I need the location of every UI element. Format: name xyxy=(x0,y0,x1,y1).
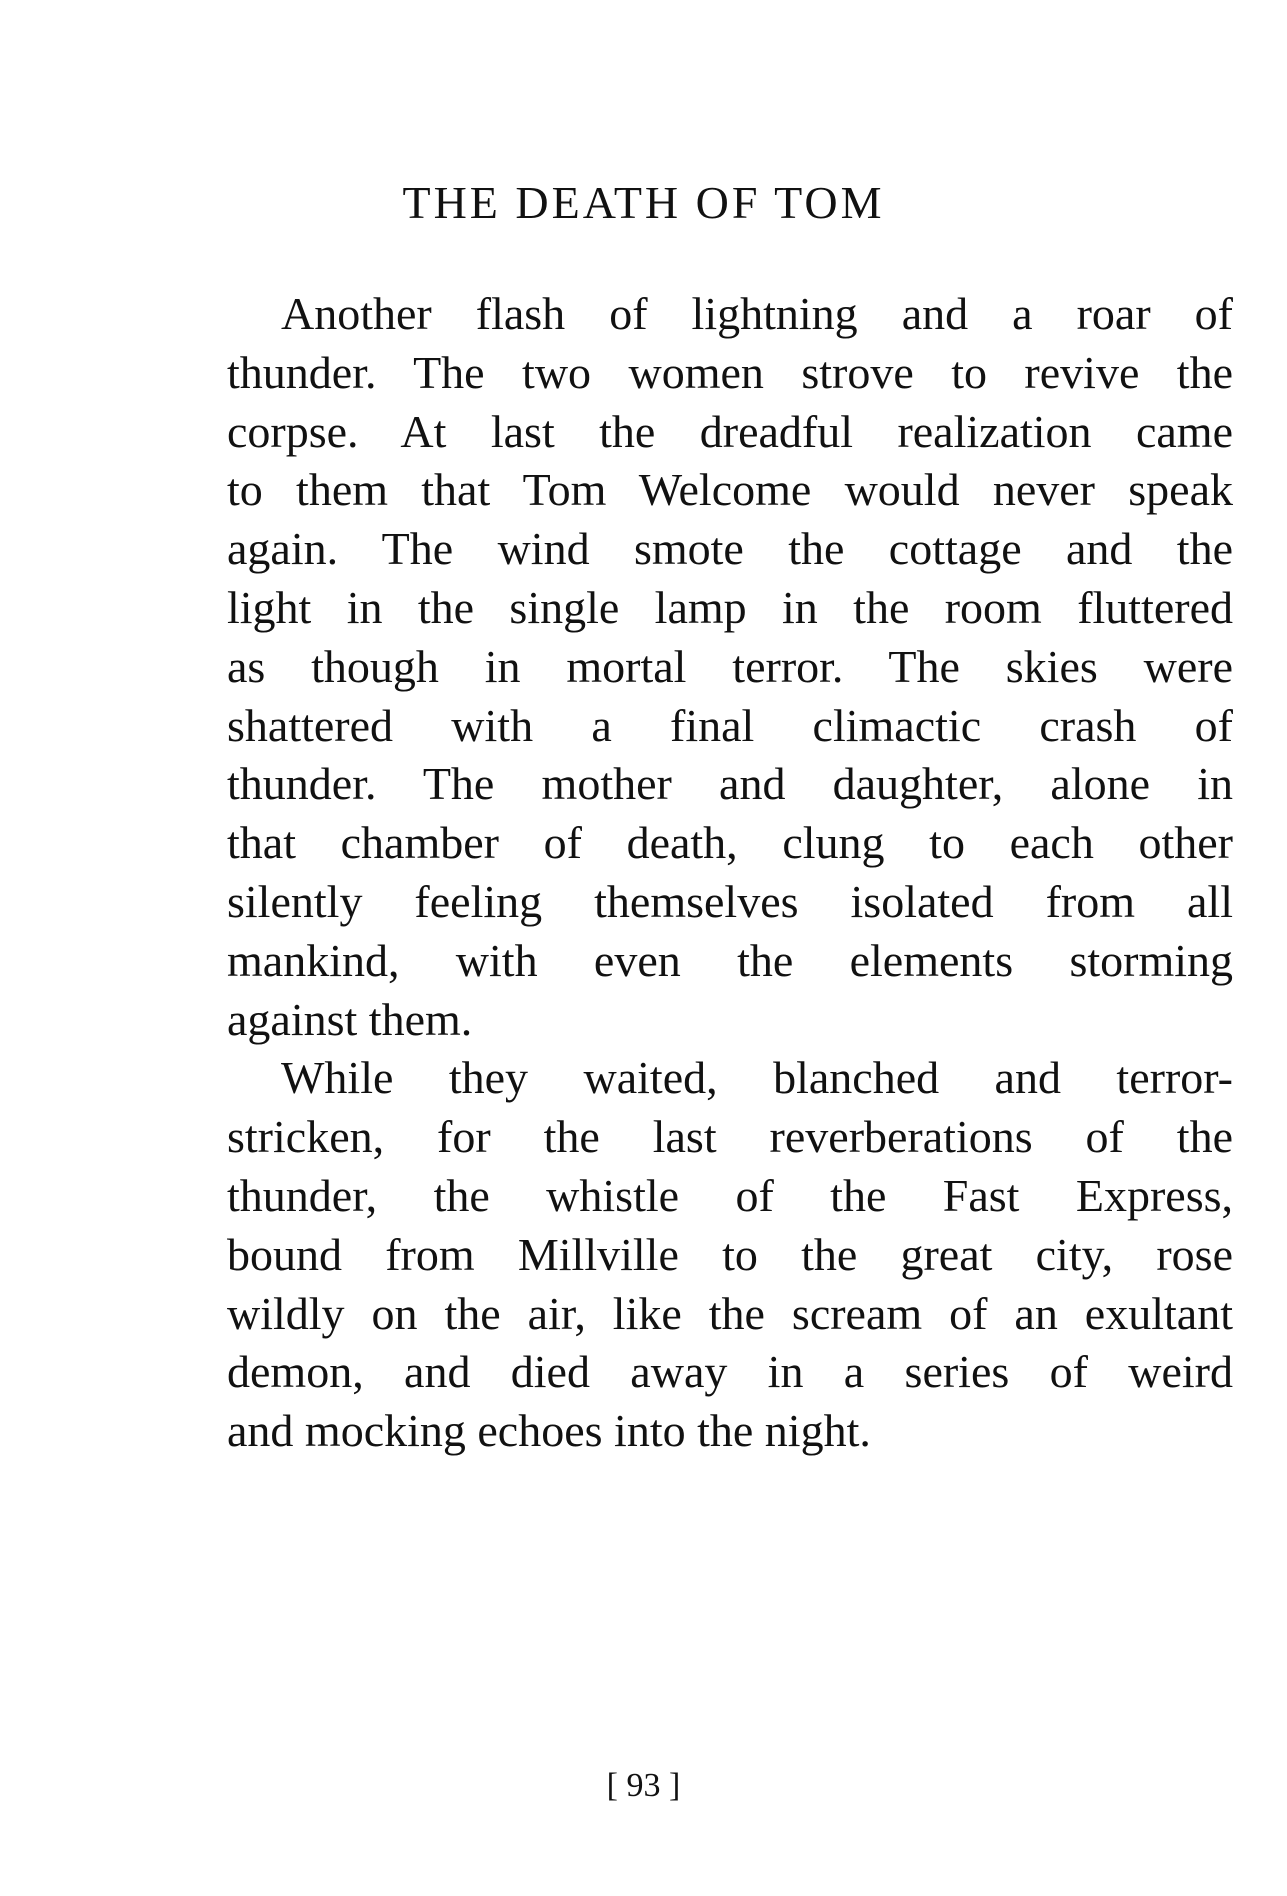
text-line: to them that Tom Welcome would never speak xyxy=(227,464,1233,516)
text-line: While they waited, blanched and terror- xyxy=(281,1052,1233,1104)
text-line: thunder. The mother and daughter, alone in xyxy=(227,758,1233,810)
text-line: Another flash of lightning and a roar of xyxy=(281,288,1233,339)
body-text xyxy=(227,285,1233,1461)
paragraph-1 xyxy=(227,285,1233,1049)
text-line: that chamber of death, clung to each other xyxy=(227,817,1233,869)
text-line: wildly on the air, like the scream of an exultant xyxy=(227,1287,1233,1339)
text-line: corpse. At last the dreadful realization came xyxy=(227,405,1233,457)
paragraph-2 xyxy=(227,1049,1233,1461)
text-line: bound from Millville to the great city, rose xyxy=(227,1228,1233,1280)
text-line: and mocking echoes into the night. xyxy=(227,1405,871,1457)
text-line: again. The wind smote the cottage and the xyxy=(227,523,1233,575)
running-head: THE DEATH OF TOM xyxy=(402,177,885,228)
text-line: as though in mortal terror. The skies were xyxy=(227,640,1233,692)
text-line: demon, and died away in a series of weird xyxy=(227,1346,1233,1398)
page-number: [ 93 ] xyxy=(606,1767,681,1804)
text-line: silently feeling themselves isolated from all xyxy=(227,875,1233,927)
text-line: shattered with a final climactic crash of xyxy=(227,699,1233,751)
text-line: against them. xyxy=(227,993,473,1045)
text-line: thunder, the whistle of the Fast Express, xyxy=(227,1169,1233,1221)
text-line: stricken, for the last reverberations of the xyxy=(227,1111,1233,1163)
text-line: mankind, with even the elements storming xyxy=(227,934,1233,986)
text-line: light in the single lamp in the room fluttered xyxy=(227,581,1233,633)
text-line: thunder. The two women strove to revive the xyxy=(227,346,1233,398)
